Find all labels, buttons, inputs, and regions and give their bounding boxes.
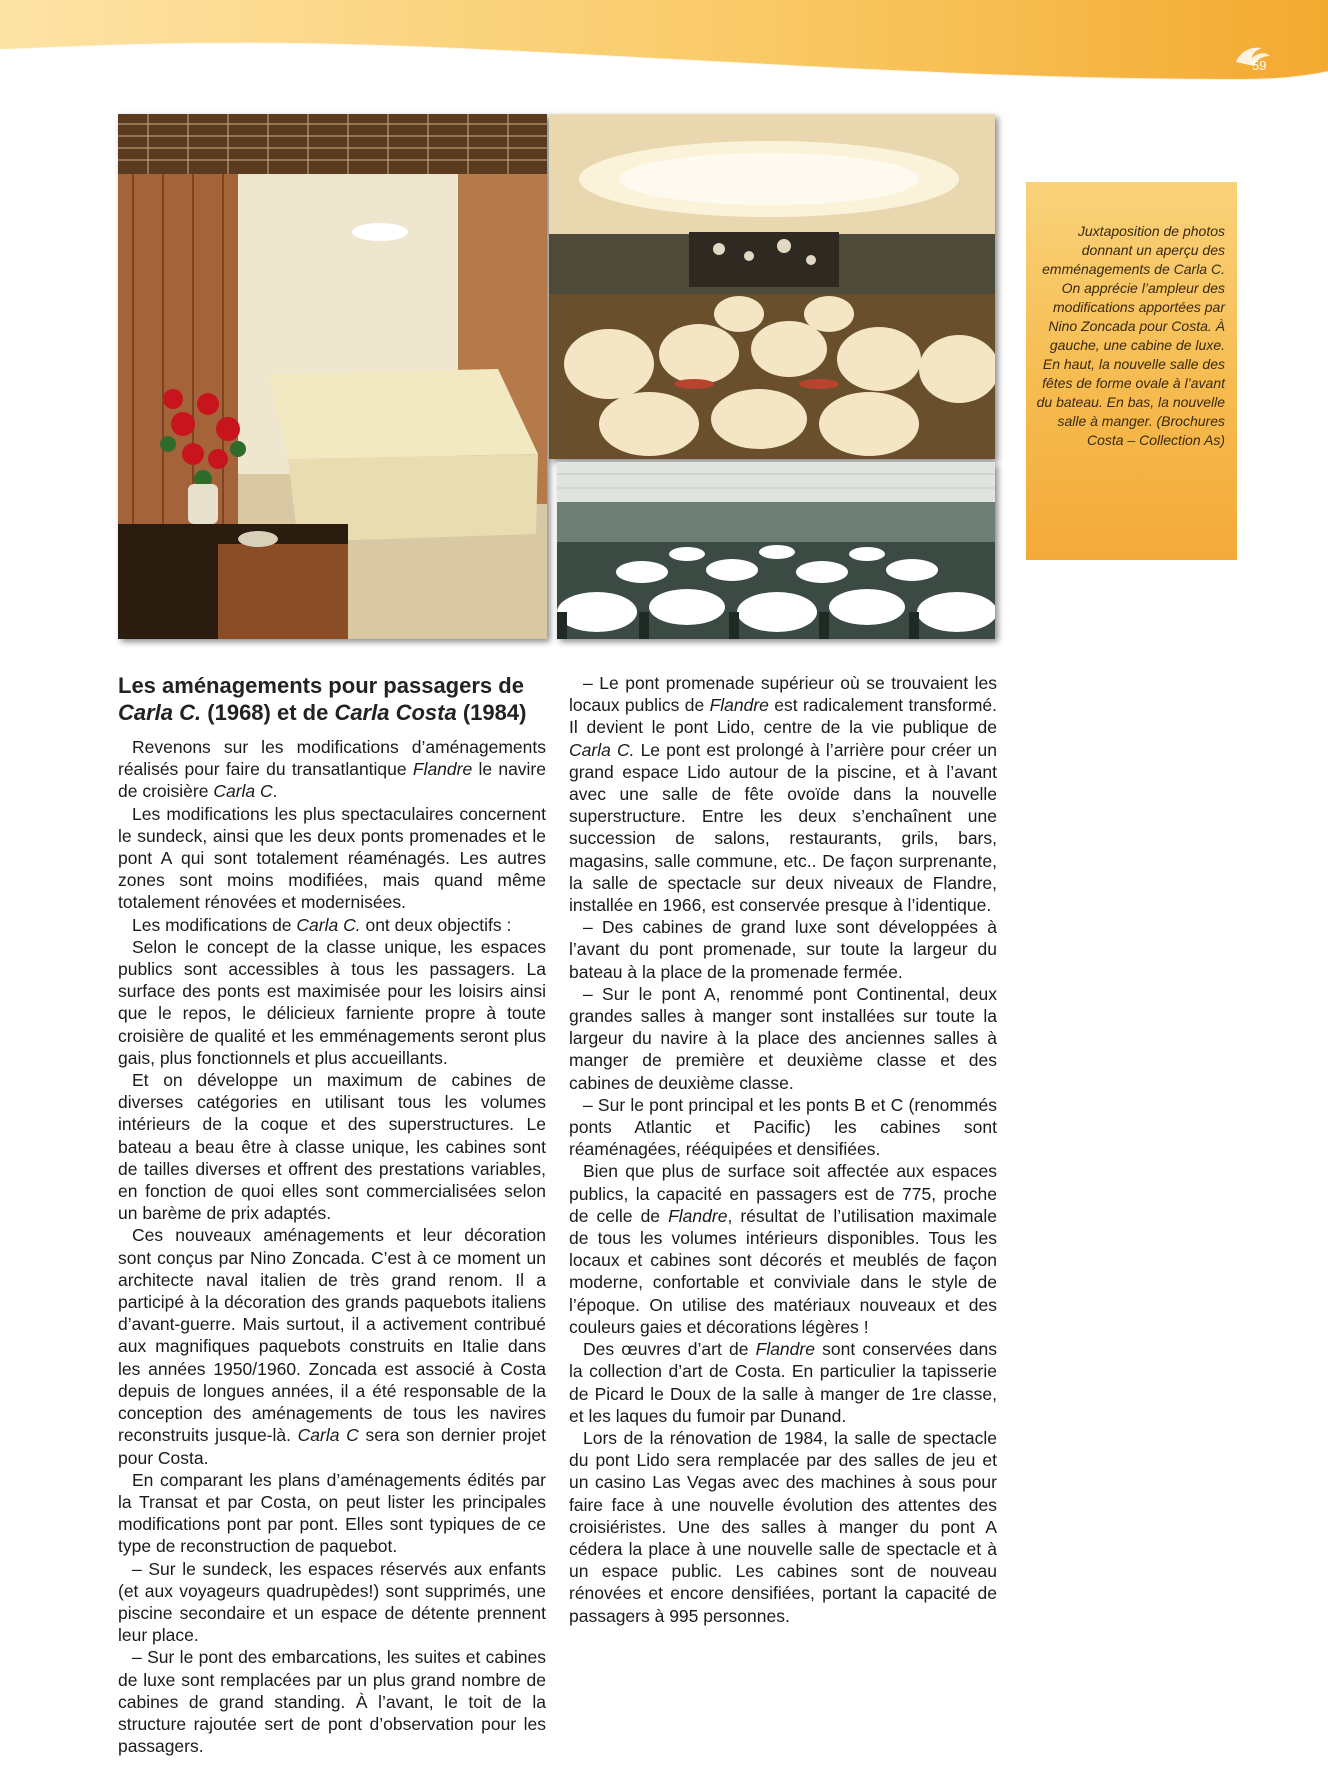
paragraph-intro: Revenons sur les modifications d’aménagements réalisés pour faire du transatlantique Flandre le navire de croisière Carla C. <box>118 737 546 802</box>
paragraph-cabins: Et on développe un maximum de cabines de diverses catégories en utilisant tous les volumes intérieurs de la coque et des superstructures. Le bateau a beau être à classe unique, les cabines sont de tailles diverses et offrent des prestations variables, en fonction de quoi elles sont commercialisées selon un barème de prix adaptés. <box>118 1070 546 1224</box>
page-number: 59 <box>1252 58 1267 73</box>
paragraph-spectacular-changes: Les modifications les plus spectaculaires concernent le sundeck, ainsi que les deux ponts promenades et le pont A qui sont totalement réaménagés. Les autres zones sont moins modifiées, mais quand même totalement rénovées et modernisées. <box>118 803 546 913</box>
paragraph-sundeck: – Sur le sundeck, les espaces réservés aux enfants (et aux voyageurs quadrupèdes!) sont supprimés, une piscine secondaire et un espace de détente prennent leur place. <box>118 1558 546 1646</box>
photo-dining-room <box>557 462 995 639</box>
paragraph-objectives: Les modifications de Carla C. ont deux objectifs : <box>132 914 512 935</box>
paragraph-lido-deck: – Le pont promenade supérieur où se trouvaient les locaux publics de Flandre est radicalement transformé. Il devient le pont Lido, centre de la vie publique de Carla C. Le pont est prolongé à l’arrière pour créer un grand espace Lido autour de la piscine, et à l’avant avec une salle de fête ovoïde dans la nouvelle superstructure. Entre les deux s’enchaînent une succession de salons, restaurants, grils, bars, magasins, salle commune, etc.. De façon surprenante, la salle de spectacle sur deux niveaux de Flandre, installée en 1966, est conservée presque à l’identique. <box>569 673 997 916</box>
paragraph-plans: En comparant les plans d’aménagements édités par la Transat et par Costa, on peut lister les principales modifications pont par pont. Elles sont typiques de ce type de reconstruction de paquebot. <box>118 1469 546 1557</box>
paragraph-deck-a: – Sur le pont A, renommé pont Continental, deux grandes salles à manger sont installées sur toute la largeur du navire à la place des anciennes salles à manger de première et deuxième classe et des cabines de deuxième classe. <box>569 983 997 1093</box>
photo-luxury-cabin <box>118 114 547 639</box>
dining-photo-image <box>557 462 995 639</box>
paragraph-capacity: Bien que plus de surface soit affectée aux espaces publics, la capacité en passagers est de 775, proche de celle de Flandre, résultat de l’utilisation maximale de tous les volumes intérieurs disponibles. Tous les locaux et cabines sont décorés et meublés de façon moderne, confortable et conviviale dans le style de l’époque. On utilise des matériaux nouveaux et des couleurs gaies et décorations légères ! <box>569 1161 997 1337</box>
article-column-left <box>118 672 546 1757</box>
paragraph-single-class: Selon le concept de la classe unique, les espaces publics sont accessibles à tous les passagers. La surface des ponts est maximisée pour les loisirs ainsi que le repos, le délicieux farniente propre à toute croisière de qualité et les emménagements seront plus gais, plus fonctionnels et plus accueillants. <box>118 936 546 1068</box>
paragraph-boat-deck: – Sur le pont des embarcations, les suites et cabines de luxe sont remplacées par un plus grand nombre de cabines de grand standing. À l’avant, le toit de la structure rajoutée sert de pont d’observation pour les passagers. <box>118 1647 546 1757</box>
paragraph-1984-renovation: Lors de la rénovation de 1984, la salle de spectacle du pont Lido sera remplacée par des salles de jeu et un casino Las Vegas avec des machines à sous pour faire face à une nouvelle évolution des attentes des croisiéristes. Une des salles à manger du pont A cédera la place à une nouvelle salle de spectacle et à un espace public. Les cabines sont de nouveau rénovées et encore densifiées, portant la capacité de passagers à 995 personnes. <box>569 1427 997 1626</box>
photo-caption: Juxtaposition de photos donnant un aperçu des emménagements de Carla C. On apprécie l’ampleur des modifications apportées par Nino Zoncada pour Costa. À gauche, une cabine de luxe. En haut, la nouvelle salle des fêtes de forme ovale à l’avant du bateau. En bas, la nouvelle salle à manger. (Brochures Costa – Collection As) <box>1036 223 1225 448</box>
salon-photo-image <box>549 114 995 459</box>
header-band <box>0 0 1328 95</box>
header-wave-graphic <box>0 0 1328 95</box>
paragraph-zoncada: Ces nouveaux aménagements et leur décoration sont conçus par Nino Zoncada. C’est à ce moment un architecte naval italien de très grand renom. Il a participé à la décoration des grands paquebots italiens d’avant-guerre. Mais surtout, il a activement contribué aux magnifiques paquebots construits en Italie dans les années 1950/1960. Zoncada est associé à Costa depuis de longues années, il a été responsable de la conception des aménagements de tous les navires reconstruits jusque-là. Carla C sera son dernier projet pour Costa. <box>118 1225 546 1468</box>
photo-caption-box <box>1026 182 1237 560</box>
paragraph-artworks: Des œuvres d’art de Flandre sont conservées dans la collection d’art de Costa. En particulier la tapisserie de Picard le Doux de la salle à manger de 1re classe, et les laques du fumoir par Dunand. <box>569 1339 997 1426</box>
article-headline: Les aménagements pour passagers de Carla C. (1968) et de Carla Costa (1984) <box>118 673 527 725</box>
photo-oval-salon <box>549 114 995 459</box>
cabin-photo-image <box>118 114 547 639</box>
article-column-right <box>569 672 997 1627</box>
paragraph-promenade-deck: – Des cabines de grand luxe sont développées à l’avant du pont promenade, sur toute la largeur du bateau à la place de la promenade fermée. <box>569 917 997 982</box>
paragraph-main-deck: – Sur le pont principal et les ponts B et C (renommés ponts Atlantic et Pacific) les cabines sont réaménagées, rééquipées et densifiées. <box>569 1094 997 1160</box>
